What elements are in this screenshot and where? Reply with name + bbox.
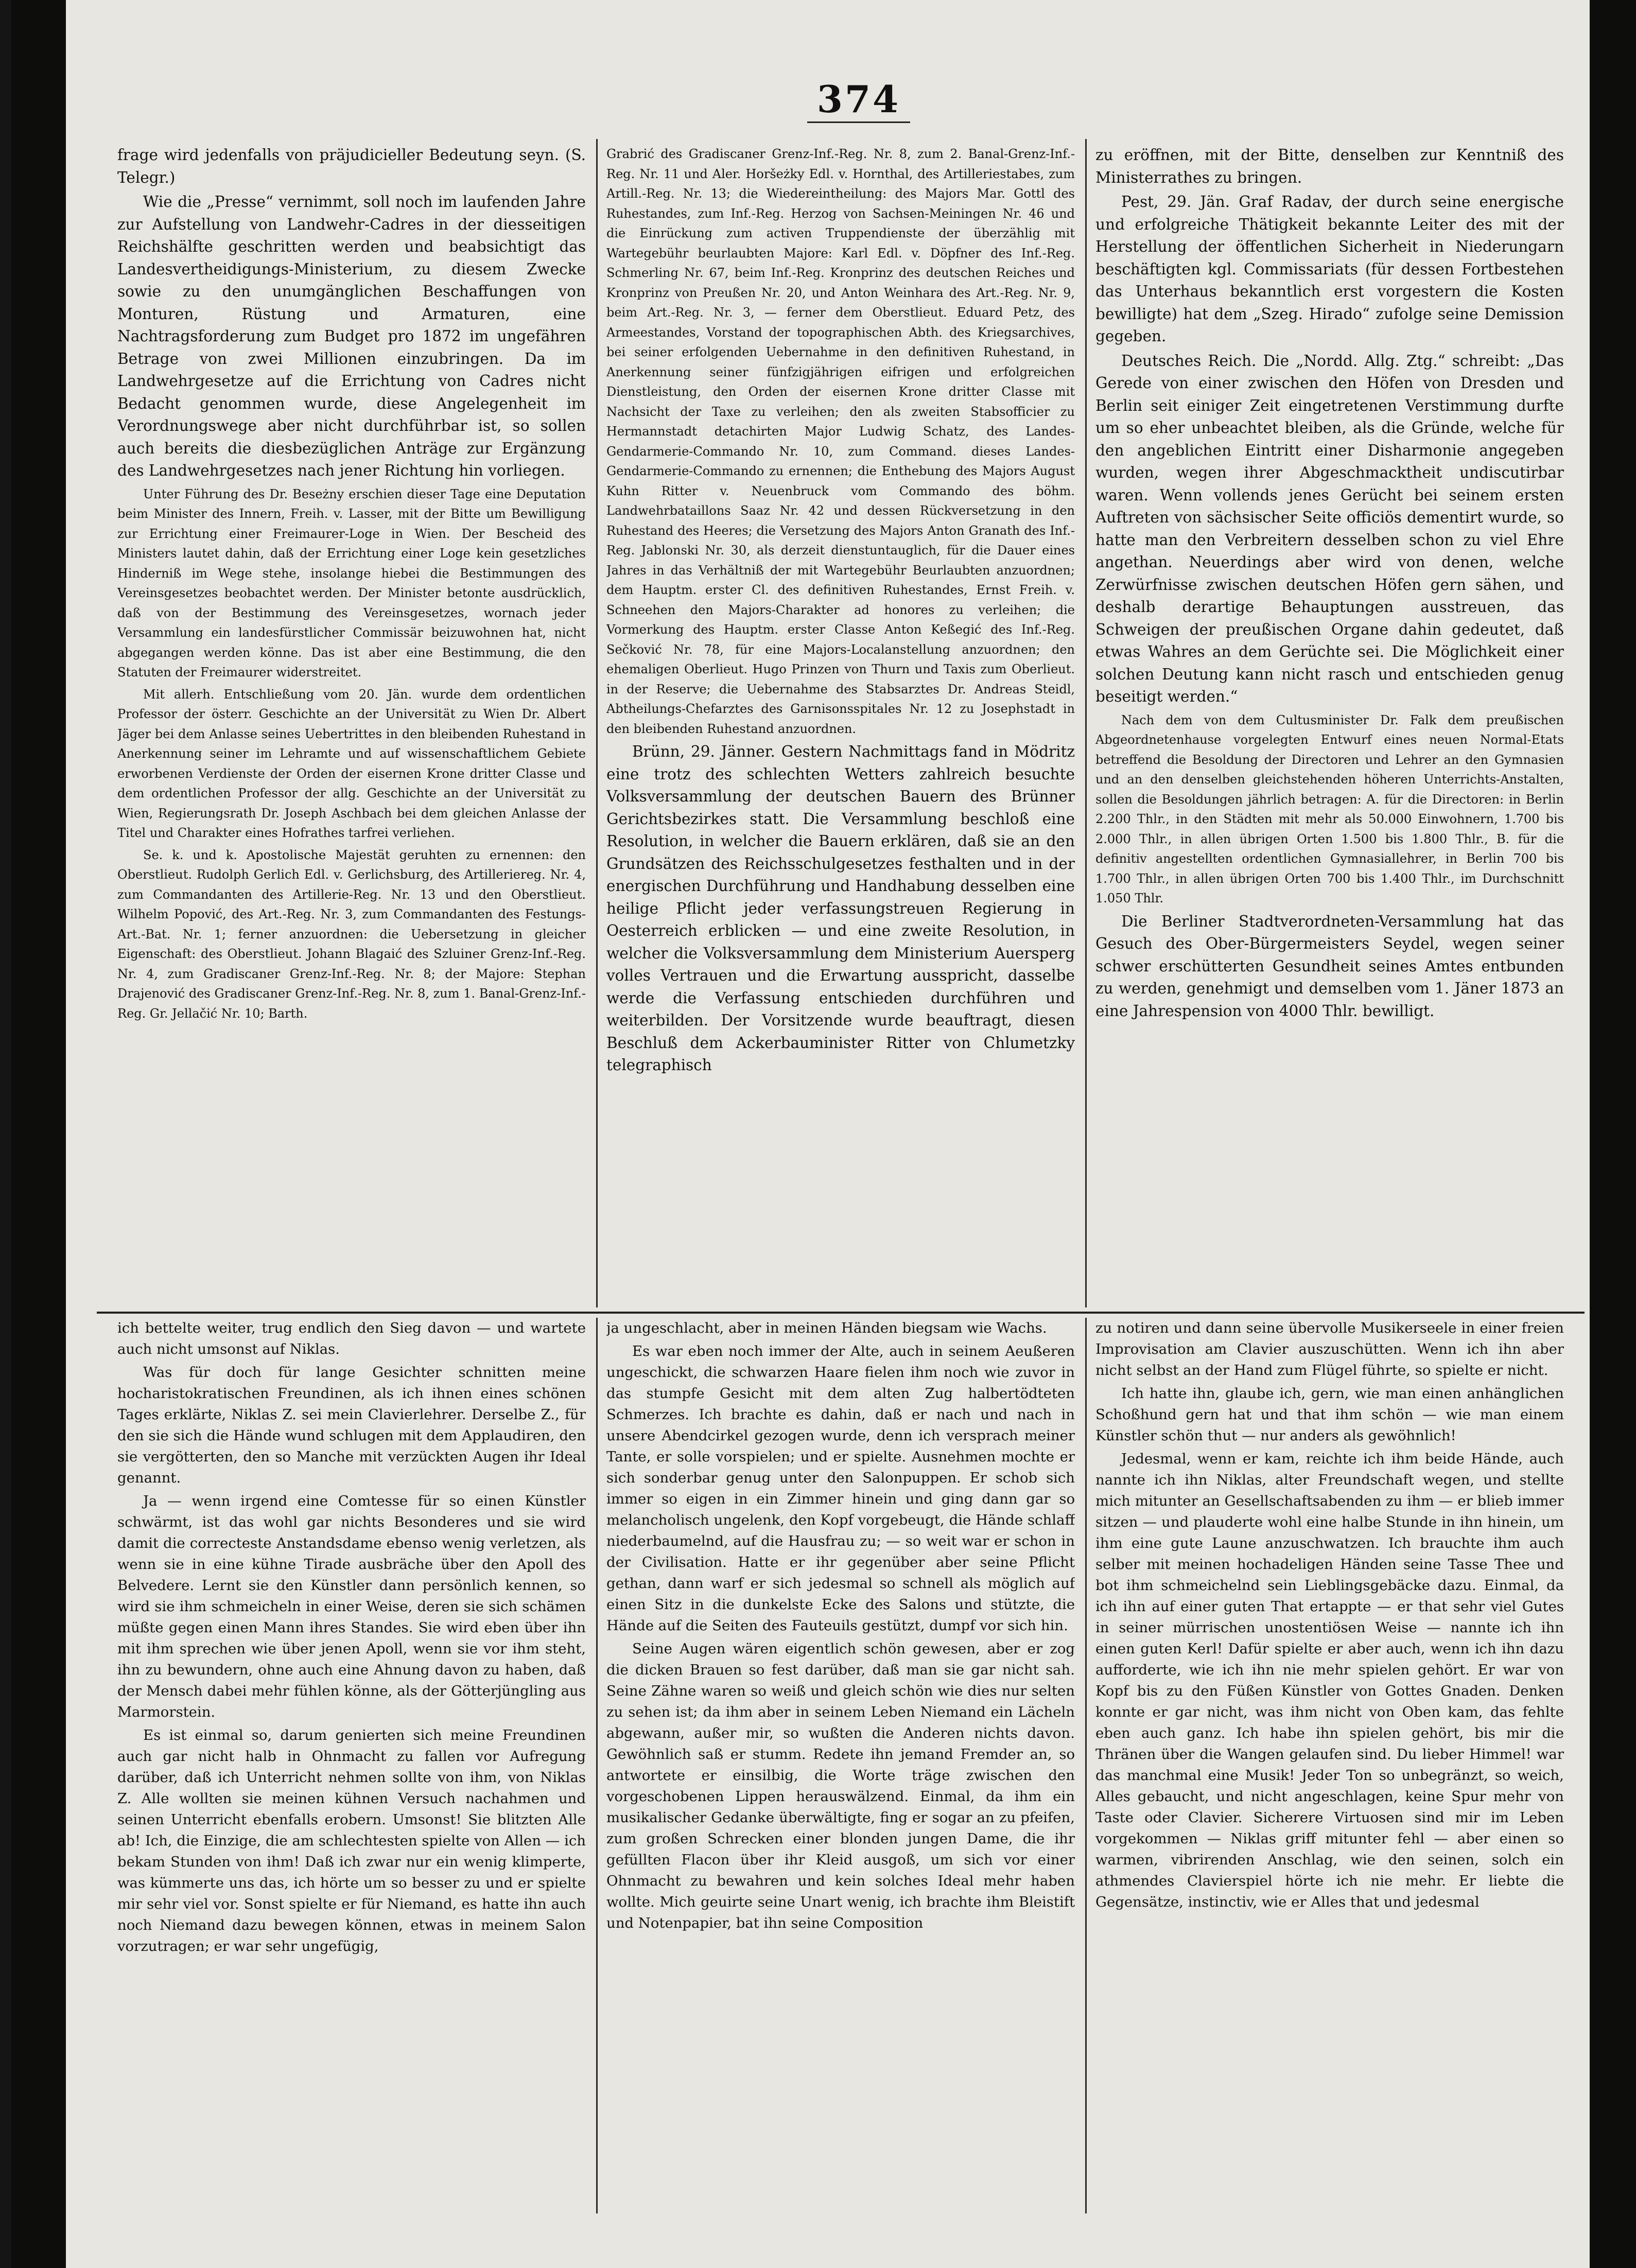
news-paragraph: Se. k. und k. Apostolische Majestät geruhten zu ernennen: den Oberstlieut. Rudolph Gerlich Edl. v. Gerlichsburg, des Artilleriereg. Nr. 4, zum Commandanten des Artillerie-Reg. Nr. 13 und den Oberstlieut. Wilhelm Popović, des Art.-Reg. Nr. 3, zum Commandanten des Festungs-Art.-Bat. Nr. 1; ferner anzuordnen: die Uebersetzung in gleicher Eigenschaft: des Oberstlieut. Johann Blagaić des Szluiner Grenz-Inf.-Reg. Nr. 4, zum Gradiscaner Grenz-Inf.-Reg. Nr. 8; der Majore: Stephan Drajenović des Gradiscaner Grenz-Inf.-Reg. Nr. 8, zum 1. Banal-Grenz-Inf.-Reg. Gr. Jellačić Nr. 10; Barth. xyxy=(117,847,586,1021)
feuilleton-paragraph: ich bettelte weiter, trug endlich den Sieg davon — und wartete auch nicht umsonst auf Niklas. xyxy=(117,1320,586,1357)
news-paragraph: Grabrić des Gradiscaner Grenz-Inf.-Reg. Nr. 8, zum 2. Banal-Grenz-Inf.-Reg. Nr. 11 und Aler. Horšeżky Edl. v. Hornthal, des Artilleriestabes, zum Artill.-Reg. Nr. 13; die Wiedereintheilung: des Majors Mar. Gottl des Ruhestandes, zum Inf.-Reg. Herzog von Sachsen-Meiningen Nr. 46 und die Einrückung zum activen Truppendienste der überzählig mit Wartegebühr beurlaubten Majore: Karl Edl. v. Döpfner des Inf.-Reg. Schmerling Nr. 67, beim Inf.-Reg. Kronprinz des deutschen Reiches und Kronprinz von Preußen Nr. 20, und Anton Weinhara des Art.-Reg. Nr. 9, beim Art.-Reg. Nr. 3, — ferner dem Oberstlieut. Eduard Petz, des Armeestandes, Vorstand der topographischen Abth. des Kriegsarchives, bei seiner erfolgenden Uebernahme in den definitiven Ruhestand, in Anerkennung seiner fünfzigjährigen eifrigen und erfolgreichen Dienstleistung, den Orden der eisernen Krone dritter Classe mit Nachsicht der Taxe zu verleihen; den als zweiten Stabsofficier zu Hermannstadt detachirten Major Ludwig Schatz, des Landes-Gendarmerie-Commando Nr. 10, zum Command. dieses Landes-Gendarmerie-Commando zu ernennen; die Enthebung des Majors August Kuhn Ritter v. Neuenbruck vom Commando des böhm. Landwehrbataillons Saaz Nr. 42 und dessen Rückversetzung in den Ruhestand des Heeres; die Versetzung des Majors Anton Granath des Inf.-Reg. Jablonski Nr. 30, als derzeit dienstuntauglich, für die Dauer eines Jahres in das Verhältniß der mit Wartegebühr Beurlaubten anzuordnen; dem Hauptm. erster Cl. des definitiven Ruhestandes, Ernst Freih. v. Schneehen den Majors-Charakter ad honores zu verleihen; die Vormerkung des Hauptm. erster Classe Anton Keßegić des Inf.-Reg. Sečković Nr. 78, für eine Majors-Localanstellung anzuordnen; den ehemaligen Oberlieut. Hugo Prinzen von Thurn und Taxis zum Oberlieut. in der Reserve; die Uebernahme des Stabsarztes Dr. Andreas Steidl, Abtheilungs-Chefarztes des Garnisonsspitales Nr. 12 zu Josephstadt in den bleibenden Ruhestand anzuordnen. xyxy=(606,147,1075,736)
feuilleton-paragraph: Jedesmal, wenn er kam, reichte ich ihm beide Hände, auch nannte ich ihn Niklas, alter Freundschaft wegen, und stellte mich mitunter an Gesellschaftsabenden zu ihm — er blieb immer sitzen — und plauderte wohl eine halbe Stunde in ihn hinein, um ihm eine gute Laune anzuschwatzen. Ich brauchte ihm auch selber mit meinen hochadeligen Händen seine Tasse Thee und bot ihm schmeichelnd sein Lieblingsgebäcke dazu. Einmal, da ich ihn auf einer guten That ertappte — er that sehr viel Gutes in seiner mürrischen unostentiösen Weise — nannte ich ihn einen guten Kerl! Dafür spielte er aber auch, wenn ich ihn dazu aufforderte, wie ich ihn nie mehr spielen gehört. Er war von Kopf bis zu den Füßen Künstler von Gottes Gnaden. Denken konnte er gar nicht, was ihm nicht von Oben kam, das fehlte eben auch ganz. Ich habe ihn spielen gehört, bis mir die Thränen über die Wangen gelaufen sind. Du lieber Himmel! war das manchmal eine Musik! Jeder Ton so unbegränzt, so weich, Alles gebaucht, und nicht angeschlagen, keine Spur mehr von Taste oder Clavier. Sicherere Virtuosen sind mir im Leben vorgekommen — Niklas griff mitunter fehl — aber einen so warmen, vibrirenden Anschlag, wie den seinen, solch ein athmendes Clavierspiel hörte ich nie mehr. Er liebte die Gegensätze, instinctiv, wie er Alles that und jedesmal xyxy=(1095,1451,1564,1910)
feuilleton-paragraph: Ich hatte ihn, glaube ich, gern, wie man einen anhänglichen Schoßhund gern hat und that ihm schön — wie man einem Künstler schön thut — nur anders als gewöhnlich! xyxy=(1095,1385,1564,1444)
feuilleton-paragraph: zu notiren und dann seine übervolle Musikerseele in einer freien Improvisation am Clavier auszuschütten. Wenn ich ihn aber nicht selbst an der Hand zum Flügel führte, so spielte er nicht. xyxy=(1095,1320,1564,1379)
feuilleton-column-1 xyxy=(117,1318,586,2213)
page-number: 374 xyxy=(816,77,901,121)
feuilleton-column-3 xyxy=(1095,1318,1564,2213)
news-column-2 xyxy=(606,144,1075,1313)
news-paragraph: Unter Führung des Dr. Beseżny erschien dieser Tage eine Deputation beim Minister des Innern, Freih. v. Lasser, mit der Bitte um Bewilligung zur Errichtung einer Freimaurer-Loge in Wien. Der Bescheid des Ministers lautet dahin, daß der Errichtung einer Loge kein gesetzliches Hinderniß im Wege stehe, insolange hiebei die Bestimmungen des Vereinsgesetzes beobachtet werden. Der Minister betonte ausdrücklich, daß von der Bestimmung des Vereinsgesetzes, wornach jeder Versammlung ein landesfürstlicher Commissär beizuwohnen hat, nicht abgegangen werden könne. Das ist aber eine Bestimmung, die den Statuten der Freimaurer widerstreitet. xyxy=(117,486,586,679)
news-paragraph: Brünn, 29. Jänner. Gestern Nachmittags fand in Mödritz eine trotz des schlechten Wetters zahlreich besuchte Volksversammlung der deutschen Bauern des Brünner Gerichtsbezirkes statt. Die Versammlung beschloß eine Resolution, in welcher die Bauern erklären, daß sie an den Grundsätzen des Reichsschulgesetzes festhalten und in der energischen Durchführung und Handhabung desselben eine heilige Pflicht jeder verfassungstreuen Regierung in Oesterreich erblicken — und eine zweite Resolution, in welcher die Volksversammlung dem Ministerium Auersperg volles Vertrauen und die Erwartung ausspricht, dasselbe werde die Verfassung entschieden durchführen und weiterbilden. Der Vorsitzende wurde beauftragt, diesen Beschluß dem Ackerbauminister Ritter von Chlumetzky telegraphisch xyxy=(606,743,1075,1074)
column-divider xyxy=(596,1318,598,2213)
feuilleton-paragraph: Ja — wenn irgend eine Comtesse für so einen Künstler schwärmt, ist das wohl gar nichts Besonderes und sie wird damit die correcteste Anstandsdame ebenso wenig verletzen, als wenn sie in eine kühne Tirade ausbräche über den Apoll des Belvedere. Lernt sie den Künstler dann persönlich kennen, so wird sie ihm schmeicheln in einer Weise, deren sie sich schämen müßte gegen einen Mann ihres Standes. Sie wird eben über ihn mit ihm sprechen wie über jenen Apoll, wenn sie vor ihm steht, ihn zu bewundern, ohne auch eine Ahnung davon zu haben, daß der Mensch dabei mehr fühlen könne, als der Götterjüngling aus Marmorstein. xyxy=(117,1493,586,1720)
page-number-rule xyxy=(807,121,910,123)
feuilleton-paragraph: Seine Augen wären eigentlich schön gewesen, aber er zog die dicken Brauen so fest darüber, daß man sie gar nicht sah. Seine Zähne waren so weiß und gleich schön wie dies nur selten zu sehen ist; da ihm aber in seinem Leben Niemand ein Lächeln abgewann, außer mir, so wußten die Anderen nichts davon. Gewöhnlich saß er stumm. Redete ihn jemand Fremder an, so antwortete er einsilbig, die Worte träge zwischen den vorgeschobenen Lippen herauswälzend. Einmal, da ihm ein musikalischer Gedanke überwältigte, fing er sogar an zu pfeifen, zum großen Schrecken einer blonden jungen Dame, die ihr gefüllten Flacon über ihr Kleid ausgoß, um sich vor einer Ohnmacht zu bewahren und kein solches Ideal mehr haben wollte. Mich geuirte seine Unart wenig, ich brachte ihm Bleistift und Notenpapier, bat ihn seine Composition xyxy=(606,1641,1075,1931)
feuilleton-paragraph: Es ist einmal so, darum genierten sich meine Freundinen auch gar nicht halb in Ohnmacht zu fallen vor Aufregung darüber, daß ich Unterricht nehmen sollte von ihm, von Niklas Z. Alle wollten sie meinen kühnen Versuch nachahmen und seinen Unterricht ebenfalls erobern. Umsonst! Sie blitzten Alle ab! Ich, die Einzige, die am schlechtesten spielte von Allen — ich bekam Stunden von ihm! Daß ich zwar nur ein wenig klimperte, was kümmerte uns das, ich hörte um so besser zu und er spielte mir sehr viel vor. Sonst spielte er für Niemand, es hatte ihn auch noch Niemand dazu bewegen können, etwas in meinem Salon vorzutragen; er war sehr ungefügig, xyxy=(117,1727,586,1955)
news-paragraph: Die Berliner Stadtverordneten-Versammlung hat das Gesuch des Ober-Bürgermeisters Seydel, wegen seiner schwer erschütterten Gesundheit seines Amtes entbunden zu werden, genehmigt und demselben vom 1. Jäner 1873 an eine Jahrespension von 4000 Thlr. bewilligt. xyxy=(1095,912,1564,1020)
news-column-1 xyxy=(117,144,586,1313)
news-column-3 xyxy=(1095,144,1564,1313)
feuilleton-paragraph: Es war eben noch immer der Alte, auch in seinem Aeußeren ungeschickt, die schwarzen Haare fielen ihm noch wie zuvor in das stumpfe Gesicht mit dem alten Zug halbertödteten Schmerzes. Ich brachte es dahin, daß er nach und nach in unsere Abendcirkel gezogen wurde, denn ich versprach meiner Tante, er solle vorspielen; und er spielte. Ausnehmen mochte er sich sonderbar genug unter den Salonpuppen. Er schob sich immer so eigen in ein Zimmer hinein und ging dann gar so melancholisch ungelenk, den Kopf vorgebeugt, die Hände schlaff niederbaumelnd, auf die Hausfrau zu; — so weit war er schon in der Civilisation. Hatte er ihr gegenüber aber seine Pflicht gethan, dann warf er sich jedesmal so schnell als möglich auf einen Sitz in die dunkelste Ecke des Salons und stützte, die Hände auf die Seiten des Fauteuils gestützt, dumpf vor sich hin. xyxy=(606,1343,1075,1634)
news-paragraph: Wie die „Presse“ vernimmt, soll noch im laufenden Jahre zur Aufstellung von Landwehr-Cadres in der diesseitigen Reichshälfte geschritten werden und beabsichtigt das Landesvertheidigungs-Ministerium, zu diesem Zwecke sowie zu den unumgänglichen Beschaffungen von Monturen, Rüstung und Armaturen, eine Nachtragsforderung zum Budget pro 1872 im ungefähren Betrage von zwei Millionen einzubringen. Da im Landwehrgesetze auf die Errichtung von Cadres nicht Bedacht genommen wurde, diese Angelegenheit im Verordnungswege aber nicht durchführbar ist, so sollen auch bereits die diesbezüglichen Anträge zur Ergänzung des Landwehrgesetzes nach jener Richtung hin vorliegen. xyxy=(117,193,586,479)
news-paragraph: Mit allerh. Entschließung vom 20. Jän. wurde dem ordentlichen Professor der österr. Geschichte an der Universität zu Wien Dr. Albert Jäger bei dem Anlasse seines Uebertrittes in den bleibenden Ruhestand in Anerkennung seiner im Lehramte und auf wissenschaftlichem Gebiete erworbenen Verdienste der Orden der eisernen Krone dritter Classe und dem ordentlichen Professor der allg. Geschichte an der Universität zu Wien, Regierungsrath Dr. Joseph Aschbach bei dem gleichen Anlasse der Titel und Charakter eines Hofrathes tarfrei verliehen. xyxy=(117,687,586,840)
column-divider xyxy=(1085,139,1087,1307)
news-paragraph: zu eröffnen, mit der Bitte, denselben zur Kenntniß des Ministerrathes zu bringen. xyxy=(1095,146,1564,186)
newspaper-page xyxy=(66,0,1590,2268)
feuilleton-separator xyxy=(97,1312,1585,1314)
feuilleton-column-2 xyxy=(606,1318,1075,2213)
feuilleton-paragraph: ja ungeschlacht, aber in meinen Händen biegsam wie Wachs. xyxy=(606,1320,1047,1336)
scan-edge xyxy=(0,0,11,2268)
news-paragraph: frage wird jedenfalls von präjudicieller Bedeutung seyn. (S. Telegr.) xyxy=(117,146,586,186)
news-paragraph: Nach dem von dem Cultusminister Dr. Falk dem preußischen Abgeordnetenhause vorgelegten Entwurf eines neuen Normal-Etats betreffend die Besoldung der Directoren und Lehrer an den Gymnasien und an den denselben gleichstehenden höheren Unterrichts-Anstalten, sollen die Besoldungen jährlich betragen: A. für die Directoren: in Berlin 2.200 Thlr., in den Städten mit mehr als 50.000 Einwohnern, 1.700 bis 2.000 Thlr., in allen übrigen Orten 1.500 bis 1.800 Thlr., B. für die definitiv angestellten ordentlichen Gymnasiallehrer, in Berlin 700 bis 1.700 Thlr., in allen übrigen Orten 700 bis 1.400 Thlr., im Durchschnitt 1.050 Thlr. xyxy=(1095,712,1564,905)
column-divider xyxy=(1085,1318,1087,2213)
news-paragraph: Deutsches Reich. Die „Nordd. Allg. Ztg.“ schreibt: „Das Gerede von einer zwischen den Höfen von Dresden und Berlin seit einiger Zeit eingetretenen Verstimmung durfte um so eher unbeachtet bleiben, als die Gründe, welche für den angeblichen Eintritt einer Disharmonie angegeben wurden, wegen ihrer Abgeschmacktheit undiscutirbar waren. Wenn vollends jenes Gerücht bei seinem ersten Auftreten von sächsischer Seite officiös dementirt wurde, so hatte man den Verbreitern desselben schon zu viel Ehre angethan. Neuerdings aber wird von denen, welche Zerwürfnisse zwischen deutschen Höfen gern sähen, und deshalb derartige Behauptungen ausstreuen, das Schweigen der preußischen Organe dahin gedeutet, daß etwas Wahres an dem Gerüchte sei. Die Möglichkeit einer solchen Deutung kann nicht rasch und entschieden genug beseitigt werden.“ xyxy=(1095,352,1564,705)
column-divider xyxy=(596,139,598,1307)
feuilleton-paragraph: Was für doch für lange Gesichter schnitten meine hocharistokratischen Freundinen, als ich ihnen eines schönen Tages erklärte, Niklas Z. sei mein Clavierlehrer. Derselbe Z., für den sie sich die Hände wund schlugen mit dem Applaudiren, den sie vergötterten, den so Manche mit verzückten Augen ihr Ideal genannt. xyxy=(117,1364,586,1486)
news-paragraph: Pest, 29. Jän. Graf Radav, der durch seine energische und erfolgreiche Thätigkeit bekannte Leiter des mit der Herstellung der öffentlichen Sicherheit in Niederungarn beschäftigten kgl. Commissariats (für dessen Fortbestehen das Unterhaus bekanntlich erst vorgestern die Kosten bewilligte) hat dem „Szeg. Hirado“ zufolge seine Demission gegeben. xyxy=(1095,193,1564,345)
